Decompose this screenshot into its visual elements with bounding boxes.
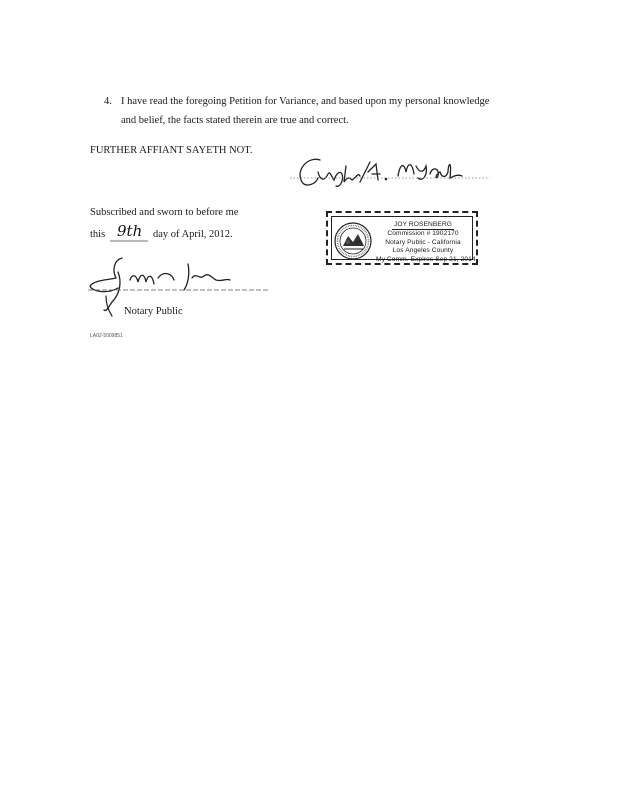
notary-signature xyxy=(88,250,288,320)
stamp-expiration: My Comm. Expires Sep 21, 2014 xyxy=(376,255,476,263)
jurat-day-handwritten: 9th xyxy=(117,222,143,240)
stamp-notary-name: JOY ROSENBERG xyxy=(392,221,454,230)
stamp-commission-number: Commission # 1902170 xyxy=(387,230,459,238)
paragraph-number: 4. xyxy=(104,96,112,107)
california-seal-icon xyxy=(334,222,372,260)
further-affiant-statement: FURTHER AFFIANT SAYETH NOT. xyxy=(90,145,253,156)
paragraph-line-2: and belief, the facts stated therein are true and correct. xyxy=(121,115,349,126)
stamp-notary-title: Notary Public - California xyxy=(385,238,461,246)
notary-seal-stamp xyxy=(326,211,478,265)
affiant-signature xyxy=(290,148,490,198)
jurat-line-1: Subscribed and sworn to before me xyxy=(90,207,239,218)
paragraph-line-1: I have read the foregoing Petition for Variance, and based upon my personal knowledge xyxy=(121,96,490,107)
notary-public-label: Notary Public xyxy=(124,306,183,317)
footer-document-code: LA02-5009851 xyxy=(90,333,123,339)
jurat-this-label: this xyxy=(90,229,106,240)
stamp-county: Los Angeles County xyxy=(392,247,454,255)
jurat-date-text: day of April, 2012. xyxy=(153,229,233,240)
